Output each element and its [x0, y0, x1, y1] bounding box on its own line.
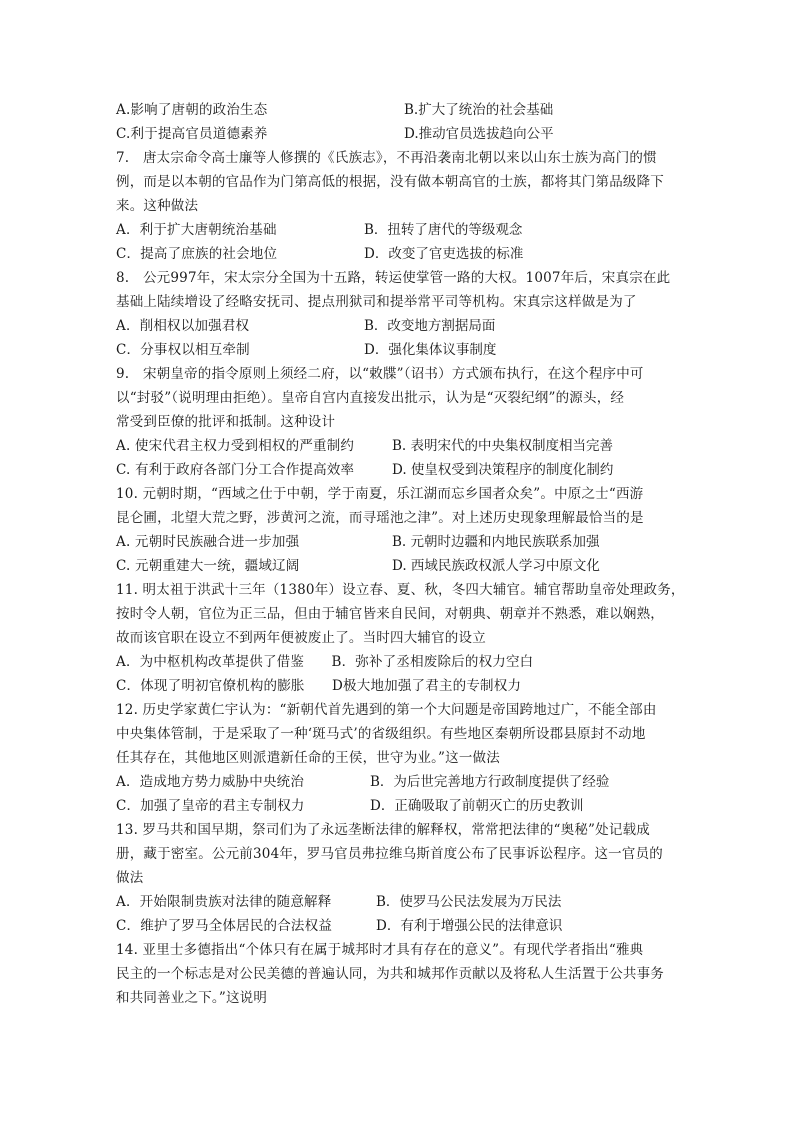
question-12-text: 中央集体管制，于是采取了一种‘斑马式’的省级组织。有些地区秦朝所设郡县原封不动地 [116, 726, 646, 742]
question-11-text: 故而该官职在设立不到两年便被废止了。当时四大辅官的设立 [116, 630, 486, 646]
option-c: C．维护了罗马全体居民的合法权益 [116, 918, 333, 934]
question-14-text: 和共同善业之下。”这说明 [116, 990, 268, 1006]
option-c: C．提高了庶族的社会地位 [116, 246, 278, 262]
question-8-text: 基础上陆续增设了经略安抚司、提点刑狱司和提举常平司等机构。宋真宗这样做是为了 [116, 294, 637, 310]
question-13-text: 做法 [116, 870, 144, 886]
question-9-text: 以“封驳”（说明理由拒绝）。皇帝自宫内直接发出批示，认为是“灭裂纪纲”的源头，经 [116, 390, 625, 406]
option-d: D．正确吸取了前朝灭亡的历史教训 [370, 798, 584, 814]
question-12-text: 任其存在，其他地区则派遣新任命的王侯，世守为业。”这一做法 [116, 750, 500, 766]
question-11-options-cd: C．体现了明初官僚机构的膨胀 D极大地加强了君主的专制权力 [116, 678, 522, 694]
option-row [116, 102, 267, 118]
option-a: A．造成地方势力威胁中央统治 [116, 774, 305, 790]
option-a: A. 元朝时民族融合进一步加强 [116, 534, 300, 550]
question-7-text: 7. 唐太宗命令高士廉等人修撰的《氏族志》，不再沿袭南北朝以来以山东士族为高门的惯 [116, 150, 657, 166]
question-7-text: 例，而是以本朝的官品作为门第高低的根据，没有做本朝高官的士族，都将其门第品级降下 [116, 174, 664, 190]
option-d: D. 使皇权受到决策程序的制度化制约 [392, 462, 614, 478]
question-7-text: 来。这种做法 [116, 198, 199, 214]
question-14-text: 14. 亚里士多德指出“个体只有在属于城邦时才具有存在的意义”。有现代学者指出“雅典 [116, 942, 644, 958]
option-row [116, 126, 268, 142]
option-d: D．强化集体议事制度 [364, 342, 497, 358]
option-b: B．使罗马公民法发展为万民法 [376, 894, 562, 910]
question-14-text: 民主的一个标志是对公民美德的普遍认同，为共和城邦作贡献以及将私人生活置于公共事务 [116, 966, 664, 982]
option-d: D. 西域民族政权派人学习中原文化 [392, 558, 600, 574]
option-c: C. 有利于政府各部门分工合作提高效率 [116, 462, 355, 478]
option-d: D．有利于增强公民的法律意识 [376, 918, 563, 934]
option-c: C．分事权以相互牵制 [116, 342, 250, 358]
question-11-options-ab: A．为中枢机构改革提供了借鉴 B．弥补了丞相废除后的权力空白 [116, 654, 534, 670]
option-a: A. 使宋代君主权力受到相权的严重制约 [116, 438, 355, 454]
option-b: B. 表明宋代的中央集权制度相当完善 [392, 438, 614, 454]
question-11-text: 按时令人朝，官位为正三品，但由于辅官皆来自民间，对朝典、朝章并不熟悉，难以娴熟， [116, 606, 664, 622]
option-b: B. 元朝时边疆和内地民族联系加强 [392, 534, 600, 550]
option-b: B．为后世完善地方行政制度提供了经验 [370, 774, 610, 790]
question-11-text: 11. 明太祖于洪武十三年（1380年）设立春、夏、秋，冬四大辅官。辅官帮助皇帝处理政务， [116, 582, 685, 598]
question-8-text: 8. 公元997年，宋太宗分全国为十五路，转运使掌管一路的大权。1007年后，宋真宗在此 [116, 270, 671, 286]
option-a: A.影响了唐朝的政治生态 [116, 102, 268, 118]
option-b: B．改变地方割据局面 [364, 318, 496, 334]
question-9-text: 9. 宋朝皇帝的指令原则上须经二府，以“敕牒”（诏书）方式颁布执行，在这个程序中可 [116, 366, 644, 382]
question-13-text: 册，藏于密室。公元前304年，罗马官员弗拉维乌斯首度公布了民事诉讼程序。这一官员的 [116, 846, 663, 862]
option-a: A．利于扩大唐朝统治基础 [116, 222, 277, 238]
question-10-text: 昆仑圃，北望大荒之野，涉黄河之流，而寻瑶池之津”。对上述历史现象理解最恰当的是 [116, 510, 644, 526]
option-d: D．改变了官吏选拔的标准 [364, 246, 524, 262]
option-b: B．扭转了唐代的等级观念 [364, 222, 523, 238]
question-9-text: 常受到臣僚的批评和抵制。这种设计 [116, 414, 336, 430]
question-12-text: 12. 历史学家黄仁宇认为：“新朝代首先遇到的第一个大问题是帝国跨地过广，不能全部由 [116, 702, 657, 718]
question-13-text: 13. 罗马共和国早期，祭司们为了永远垄断法律的解释权，常常把法律的“奥秘”处记载成 [116, 822, 650, 838]
option-a: A．开始限制贵族对法律的随意解释 [116, 894, 332, 910]
option-d: D.推动官员选拔趋向公平 [404, 126, 554, 142]
option-c: C.利于提高官员道德素养 [116, 126, 268, 142]
option-b: B.扩大了统治的社会基础 [404, 102, 554, 118]
option-c: C. 元朝重建大一统，疆域辽阔 [116, 558, 300, 574]
option-a: A．削相权以加强君权 [116, 318, 250, 334]
option-c: C．加强了皇帝的君主专制权力 [116, 798, 305, 814]
question-10-text: 10. 元朝时期，“西域之仕于中朝，学于南夏，乐江湖而忘乡国者众矣”。中原之士“西游 [116, 486, 644, 502]
